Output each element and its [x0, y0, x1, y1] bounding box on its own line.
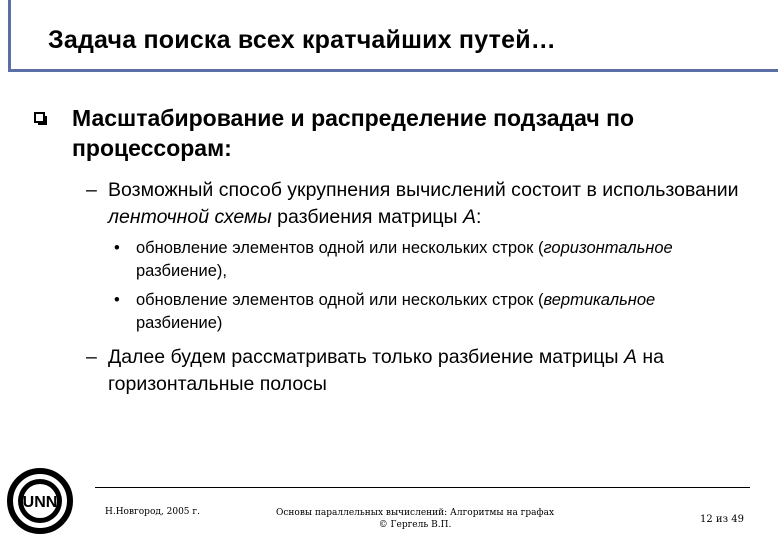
- svg-text:UNN: UNN: [22, 494, 58, 511]
- dash-bullet: –: [86, 346, 97, 368]
- slide-title: Задача поиска всех кратчайших путей…: [48, 26, 556, 54]
- dash-bullet: –: [86, 179, 97, 201]
- dot-bullet: •: [114, 239, 120, 257]
- sub-point-1-text: Возможный способ укрупнения вычислений состоит в использовании ленточной схемы разбиения матрицы А:: [108, 179, 739, 228]
- detail-bullet-1-text: обновление элементов одной или нескольких строк (горизонтальное разбиение),: [136, 239, 673, 280]
- footer-author: © Гергель В.П.: [378, 520, 452, 530]
- page-number: 12 из 49: [700, 514, 744, 525]
- square-bullet-icon: [34, 112, 45, 123]
- footer-divider: [95, 487, 750, 488]
- university-logo: [5, 466, 75, 541]
- dot-bullet: •: [114, 291, 120, 309]
- detail-bullet-2-text: обновление элементов одной или нескольких строк (вертикальное разбиение): [136, 291, 656, 332]
- sub-point-2-text: Далее будем рассматривать только разбиение матрицы А на горизонтальные полосы: [108, 346, 665, 395]
- footer-location: Н.Новгород, 2005 г.: [105, 507, 200, 517]
- main-bullet-text: Масштабирование и распределение подзадач по процессорам:: [72, 105, 635, 161]
- footer-course-title: Основы параллельных вычислений: Алгоритмы на графах: [275, 508, 555, 518]
- footer-course: [255, 507, 575, 531]
